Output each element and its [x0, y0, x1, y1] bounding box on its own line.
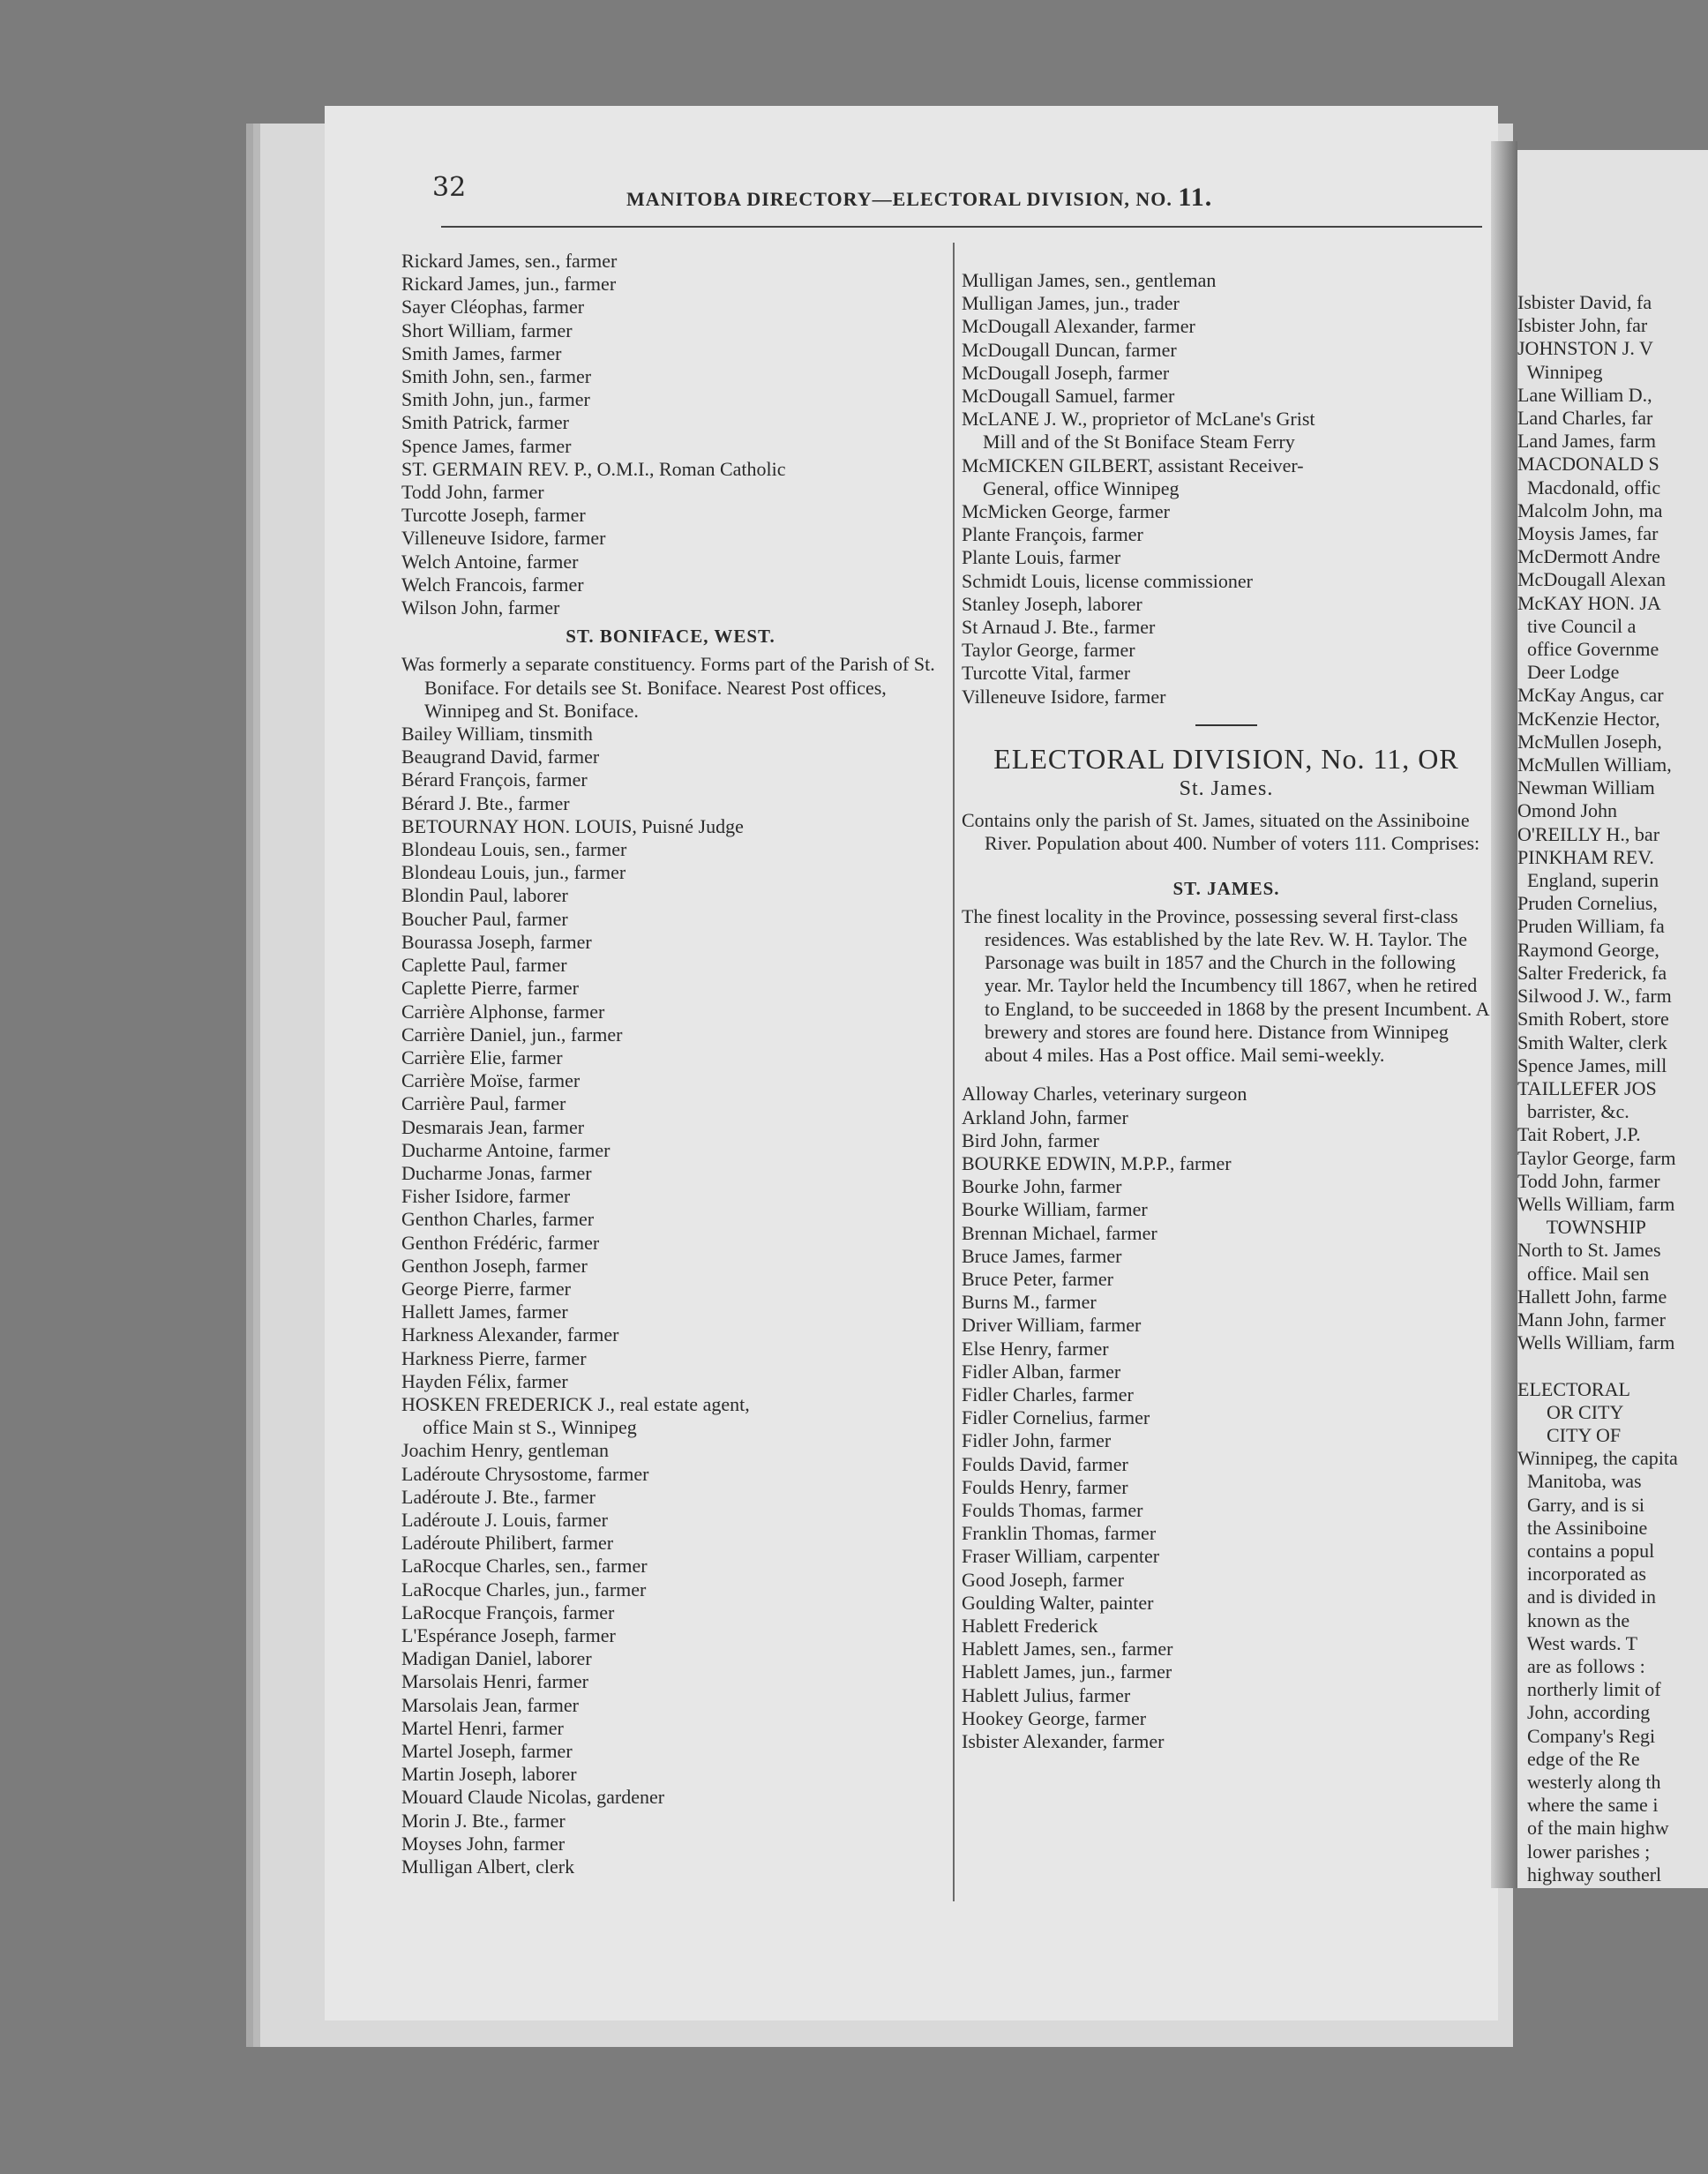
- facing-entry: Hallett John, farme: [1517, 1285, 1667, 1308]
- middle-entries-top: [962, 269, 1491, 708]
- directory-entry: McDougall Duncan, farmer: [962, 338, 1177, 361]
- directory-entry: Blondeau Louis, jun., farmer: [401, 861, 626, 884]
- directory-entry: McMicken George, farmer: [962, 500, 1170, 523]
- facing-entry: Land Charles, far: [1517, 407, 1653, 430]
- directory-entry: Ducharme Antoine, farmer: [401, 1138, 611, 1161]
- facing-entry: [1517, 1354, 1708, 1377]
- facing-entry: where the same i: [1517, 1794, 1659, 1817]
- directory-entry: Fidler Charles, farmer: [962, 1383, 1134, 1406]
- facing-entry: OR CITY: [1517, 1400, 1624, 1423]
- directory-entry: General, office Winnipeg: [983, 476, 1180, 499]
- directory-entry: Foulds Thomas, farmer: [962, 1498, 1143, 1521]
- directory-entry: Isbister Alexander, farmer: [962, 1729, 1165, 1752]
- directory-entry: Mulligan James, sen., gentleman: [962, 269, 1217, 291]
- directory-entry: St Arnaud J. Bte., farmer: [962, 616, 1156, 639]
- facing-entry: North to St. James: [1517, 1239, 1661, 1262]
- directory-entry: Bérard J. Bte., farmer: [401, 791, 570, 814]
- directory-entry: George Pierre, farmer: [401, 1277, 571, 1300]
- directory-entry: Franklin Thomas, farmer: [962, 1522, 1157, 1545]
- facing-entry: Smith Robert, store: [1517, 1008, 1669, 1031]
- facing-entry: McKAY HON. JA: [1517, 591, 1661, 614]
- facing-entry: westerly along th: [1517, 1771, 1661, 1793]
- directory-entry: Genthon Frédéric, farmer: [401, 1231, 600, 1254]
- directory-entry: Hallett James, farmer: [401, 1301, 568, 1323]
- directory-entry: Bailey William, tinsmith: [401, 723, 593, 746]
- st-james-description: The finest locality in the Province, possessing several first-class residences. Was established by the late Rev. W. H. Taylor. The Parsonage was built in 1857 and the Church in the following year. Mr. Taylor held the Incumbency till 1867, when he retired to England, to be succeeded in 1868 by the present Incumbent. A brewery and stores are found here. Distance from Winnipeg about 4 miles. Has a Post office. Mail semi-weekly.: [962, 904, 1489, 1067]
- section-heading-st-james: ST. JAMES.: [1172, 877, 1280, 899]
- directory-entry: Marsolais Henri, farmer: [401, 1670, 588, 1693]
- left-entries: [401, 723, 940, 1878]
- facing-page-entries: [1517, 291, 1708, 1886]
- directory-entry: Harkness Pierre, farmer: [401, 1346, 587, 1369]
- directory-entry: Harkness Alexander, farmer: [401, 1323, 619, 1346]
- directory-entry: LaRocque Charles, jun., farmer: [401, 1578, 647, 1601]
- directory-entry: Villeneuve Isidore, farmer: [962, 685, 1166, 708]
- facing-entry: Winnipeg, the capita: [1517, 1447, 1678, 1470]
- facing-entry: Omond John: [1517, 799, 1618, 822]
- facing-entry: Pruden Cornelius,: [1517, 892, 1658, 915]
- directory-entry: Blondin Paul, laborer: [401, 884, 568, 907]
- directory-entry: Blondeau Louis, sen., farmer: [401, 838, 627, 861]
- facing-entry: O'REILLY H., bar: [1517, 822, 1660, 845]
- directory-entry: Ladéroute J. Louis, farmer: [401, 1508, 608, 1531]
- directory-entry: Hablett James, jun., farmer: [962, 1660, 1172, 1683]
- directory-entry: McDougall Joseph, farmer: [962, 361, 1170, 384]
- facing-entry: Garry, and is si: [1517, 1493, 1644, 1516]
- directory-entry: BOURKE EDWIN, M.P.P., farmer: [962, 1151, 1232, 1174]
- facing-entry: are as follows :: [1517, 1654, 1645, 1677]
- facing-entry: barrister, &c.: [1517, 1100, 1629, 1123]
- directory-entry: Fidler Alban, farmer: [962, 1360, 1121, 1383]
- directory-entry: Rickard James, jun., farmer: [401, 273, 617, 296]
- facing-entry: office. Mail sen: [1517, 1262, 1650, 1285]
- facing-entry: tive Council a: [1517, 614, 1637, 637]
- directory-entry: Sayer Cléophas, farmer: [401, 296, 585, 319]
- facing-entry: of the main highw: [1517, 1817, 1669, 1840]
- short-rule: [1195, 724, 1257, 726]
- directory-entry: Short William, farmer: [401, 319, 573, 341]
- facing-entry: McKenzie Hector,: [1517, 707, 1660, 730]
- directory-entry: McLANE J. W., proprietor of McLane's Grist: [962, 408, 1315, 431]
- directory-entry: Caplette Pierre, farmer: [401, 977, 579, 1000]
- facing-entry: Deer Lodge: [1517, 661, 1620, 684]
- facing-entry: West wards. T: [1517, 1631, 1638, 1654]
- facing-entry: Salter Frederick, fa: [1517, 961, 1667, 984]
- directory-entry: Genthon Charles, farmer: [401, 1208, 595, 1231]
- facing-entry: and is divided in: [1517, 1586, 1657, 1608]
- facing-entry: CITY OF: [1517, 1423, 1622, 1446]
- facing-entry: Todd John, farmer: [1517, 1169, 1660, 1192]
- directory-entry: Fidler John, farmer: [962, 1429, 1112, 1452]
- directory-entry: Alloway Charles, veterinary surgeon: [962, 1083, 1247, 1106]
- facing-entry: McDermott Andre: [1517, 545, 1660, 568]
- facing-entry: Malcolm John, ma: [1517, 499, 1663, 521]
- division-heading: ELECTORAL DIVISION, No. 11, OR: [993, 742, 1459, 775]
- facing-entry: Pruden William, fa: [1517, 915, 1665, 938]
- facing-entry: Moysis James, far: [1517, 522, 1659, 545]
- directory-entry: Smith John, jun., farmer: [401, 388, 590, 411]
- directory-entry: Todd John, farmer: [401, 481, 544, 504]
- directory-entry: McMICKEN GILBERT, assistant Receiver-: [962, 454, 1304, 476]
- facing-entry: Manitoba, was: [1517, 1470, 1642, 1493]
- facing-entry: John, according: [1517, 1701, 1651, 1724]
- directory-entry: Ladéroute J. Bte., farmer: [401, 1485, 596, 1508]
- directory-entry: Schmidt Louis, license commissioner: [962, 569, 1253, 592]
- column-divider: [953, 243, 955, 1901]
- directory-entry: Hookey George, farmer: [962, 1706, 1147, 1729]
- directory-entry: Spence James, farmer: [401, 434, 572, 457]
- facing-entry: Silwood J. W., farm: [1517, 985, 1672, 1008]
- directory-entry: Carrière Daniel, jun., farmer: [401, 1023, 623, 1046]
- directory-entry: Mill and of the St Boniface Steam Ferry: [983, 431, 1295, 454]
- directory-entry: Brennan Michael, farmer: [962, 1221, 1157, 1244]
- directory-entry: LaRocque François, farmer: [401, 1601, 615, 1623]
- division-subheading: St. James.: [1179, 777, 1274, 801]
- facing-entry: contains a popul: [1517, 1539, 1655, 1562]
- directory-entry: Arkland John, farmer: [962, 1106, 1128, 1128]
- facing-entry: Macdonald, offic: [1517, 476, 1661, 499]
- section-heading-st-boniface-west: ST. BONIFACE, WEST.: [566, 626, 775, 648]
- facing-page: [1517, 150, 1708, 1888]
- facing-entry: Land James, farm: [1517, 430, 1656, 453]
- directory-entry: Beaugrand David, farmer: [401, 746, 600, 768]
- facing-entry: JOHNSTON J. V: [1517, 337, 1653, 360]
- facing-entry: Smith Walter, clerk: [1517, 1031, 1667, 1053]
- directory-entry: Mulligan James, jun., trader: [962, 292, 1180, 315]
- directory-entry: Mouard Claude Nicolas, gardener: [401, 1786, 665, 1809]
- division-number: 11.: [1178, 183, 1213, 212]
- running-title-text: MANITOBA DIRECTORY—ELECTORAL DIVISION, NO.: [626, 188, 1172, 210]
- page-header: [432, 172, 1315, 216]
- directory-entry: Stanley Joseph, laborer: [962, 592, 1142, 615]
- facing-entry: Isbister David, fa: [1517, 291, 1652, 313]
- directory-entry: Bourke John, farmer: [962, 1175, 1122, 1198]
- facing-entry: PINKHAM REV.: [1517, 845, 1654, 868]
- facing-entry: Taylor George, farm: [1517, 1146, 1676, 1169]
- facing-entry: McMullen Joseph,: [1517, 730, 1662, 753]
- directory-entry: Boucher Paul, farmer: [401, 907, 568, 930]
- facing-entry: Wells William, farm: [1517, 1192, 1675, 1215]
- facing-entry: incorporated as: [1517, 1563, 1646, 1586]
- directory-entry: Carrière Paul, farmer: [401, 1092, 566, 1115]
- facing-entry: TAILLEFER JOS: [1517, 1076, 1657, 1099]
- directory-entry: Villeneuve Isidore, farmer: [401, 527, 606, 550]
- facing-entry: edge of the Re: [1517, 1747, 1640, 1770]
- facing-entry: Wells William, farm: [1517, 1331, 1675, 1354]
- facing-entry: McKay Angus, car: [1517, 684, 1664, 707]
- directory-entry: Fidler Cornelius, farmer: [962, 1406, 1150, 1429]
- directory-entry: Bird John, farmer: [962, 1128, 1099, 1151]
- directory-entry: Joachim Henry, gentleman: [401, 1439, 609, 1462]
- directory-entry: Plante François, farmer: [962, 523, 1143, 546]
- directory-entry: Wilson John, farmer: [401, 596, 560, 619]
- facing-entry: McMullen William,: [1517, 753, 1672, 776]
- directory-entry: Hablett Frederick: [962, 1614, 1098, 1637]
- directory-entry: Hablett James, sen., farmer: [962, 1638, 1173, 1660]
- directory-entry: Mulligan Albert, clerk: [401, 1855, 575, 1878]
- facing-entry: Lane William D.,: [1517, 383, 1652, 406]
- directory-entry: Martel Henri, farmer: [401, 1716, 564, 1739]
- middle-entries: [962, 1083, 1491, 1753]
- directory-entry: Martel Joseph, farmer: [401, 1740, 573, 1762]
- directory-entry: HOSKEN FREDERICK J., real estate agent,: [401, 1392, 750, 1415]
- directory-entry: Ladéroute Philibert, farmer: [401, 1532, 614, 1555]
- section-description: Was formerly a separate constituency. Forms part of the Parish of St. Boniface. For details see St. Boniface. Nearest Post offices, Winnipeg and St. Boniface.: [401, 653, 935, 722]
- directory-entry: McDougall Alexander, farmer: [962, 315, 1195, 338]
- page-number: 32: [432, 172, 467, 203]
- facing-entry: Isbister John, far: [1517, 314, 1648, 337]
- directory-entry: Madigan Daniel, laborer: [401, 1647, 592, 1670]
- facing-entry: Spence James, mill: [1517, 1053, 1667, 1076]
- directory-entry: BETOURNAY HON. LOUIS, Puisné Judge: [401, 814, 744, 837]
- directory-entry: Goulding Walter, painter: [962, 1591, 1154, 1614]
- directory-entry: Genthon Joseph, farmer: [401, 1254, 588, 1277]
- facing-entry: Tait Robert, J.P.: [1517, 1123, 1641, 1146]
- directory-entry: Rickard James, sen., farmer: [401, 250, 618, 272]
- directory-entry: Morin J. Bte., farmer: [401, 1809, 566, 1832]
- directory-entry: Ladéroute Chrysostome, farmer: [401, 1462, 649, 1485]
- left-entries-top: [401, 250, 940, 619]
- facing-entry: Mann John, farmer: [1517, 1308, 1667, 1331]
- book-gutter: [1491, 141, 1517, 1888]
- directory-entry: Turcotte Vital, farmer: [962, 662, 1131, 685]
- directory-entry: Ducharme Jonas, farmer: [401, 1161, 592, 1184]
- directory-entry: LaRocque Charles, sen., farmer: [401, 1555, 648, 1578]
- directory-entry: Carrière Moïse, farmer: [401, 1069, 581, 1092]
- directory-entry: Martin Joseph, laborer: [401, 1763, 577, 1786]
- directory-entry: Turcotte Joseph, farmer: [401, 504, 586, 527]
- directory-entry: Welch Antoine, farmer: [401, 550, 579, 573]
- directory-entry: Burns M., farmer: [962, 1291, 1097, 1314]
- directory-entry: Bruce Peter, farmer: [962, 1267, 1113, 1290]
- facing-entry: McDougall Alexan: [1517, 568, 1667, 591]
- directory-entry: Bourke William, farmer: [962, 1198, 1148, 1221]
- directory-entry: L'Espérance Joseph, farmer: [401, 1623, 616, 1646]
- directory-entry: Driver William, farmer: [962, 1314, 1142, 1337]
- directory-entry: Smith James, farmer: [401, 341, 562, 364]
- directory-entry: Hayden Félix, farmer: [401, 1369, 568, 1392]
- directory-entry: Marsolais Jean, farmer: [401, 1693, 579, 1716]
- directory-entry: Good Joseph, farmer: [962, 1568, 1124, 1591]
- directory-entry: Taylor George, farmer: [962, 639, 1135, 662]
- running-title: [626, 183, 1212, 213]
- facing-entry: TOWNSHIP: [1517, 1216, 1646, 1239]
- directory-entry: office Main st S., Winnipeg: [423, 1416, 637, 1439]
- facing-entry: the Assiniboine: [1517, 1516, 1648, 1539]
- directory-entry: Welch Francois, farmer: [401, 573, 584, 596]
- facing-entry: Newman William: [1517, 776, 1655, 799]
- facing-entry: office Governme: [1517, 638, 1659, 661]
- facing-entry: lower parishes ;: [1517, 1840, 1651, 1863]
- directory-entry: McDougall Samuel, farmer: [962, 385, 1175, 408]
- facing-entry: MACDONALD S: [1517, 453, 1659, 476]
- facing-entry: England, superin: [1517, 869, 1659, 892]
- directory-entry: Caplette Paul, farmer: [401, 954, 567, 977]
- directory-entry: Moyses John, farmer: [401, 1832, 566, 1855]
- directory-entry: ST. GERMAIN REV. P., O.M.I., Roman Catholic: [401, 457, 786, 480]
- middle-column: [962, 269, 1491, 1753]
- facing-entry: highway southerl: [1517, 1863, 1662, 1885]
- directory-entry: Smith John, sen., farmer: [401, 365, 592, 388]
- directory-entry: Bourassa Joseph, farmer: [401, 930, 592, 953]
- facing-entry: Winnipeg: [1517, 360, 1603, 383]
- facing-entry: known as the: [1517, 1608, 1630, 1631]
- directory-entry: Plante Louis, farmer: [962, 546, 1121, 569]
- directory-entry: Carrière Elie, farmer: [401, 1046, 563, 1068]
- facing-entry: northerly limit of: [1517, 1678, 1661, 1701]
- directory-entry: Smith Patrick, farmer: [401, 411, 570, 434]
- directory-entry: Hablett Julius, farmer: [962, 1683, 1131, 1706]
- directory-entry: Foulds David, farmer: [962, 1452, 1128, 1475]
- facing-entry: Company's Regi: [1517, 1724, 1656, 1747]
- directory-entry: Fisher Isidore, farmer: [401, 1185, 571, 1208]
- facing-entry: Raymond George,: [1517, 938, 1659, 961]
- directory-entry: Bruce James, farmer: [962, 1244, 1122, 1267]
- directory-entry: Foulds Henry, farmer: [962, 1475, 1128, 1498]
- directory-entry: Fraser William, carpenter: [962, 1545, 1160, 1568]
- directory-entry: Carrière Alphonse, farmer: [401, 1000, 605, 1023]
- left-column: [401, 250, 940, 1878]
- facing-entry: ELECTORAL: [1517, 1377, 1630, 1400]
- division-description: Contains only the parish of St. James, situated on the Assiniboine River. Population about 400. Number of voters 111. Comprises:: [962, 809, 1480, 855]
- directory-entry: Else Henry, farmer: [962, 1337, 1109, 1360]
- directory-entry: Desmarais Jean, farmer: [401, 1115, 585, 1138]
- header-rule: [441, 226, 1482, 228]
- directory-entry: Bérard François, farmer: [401, 768, 588, 791]
